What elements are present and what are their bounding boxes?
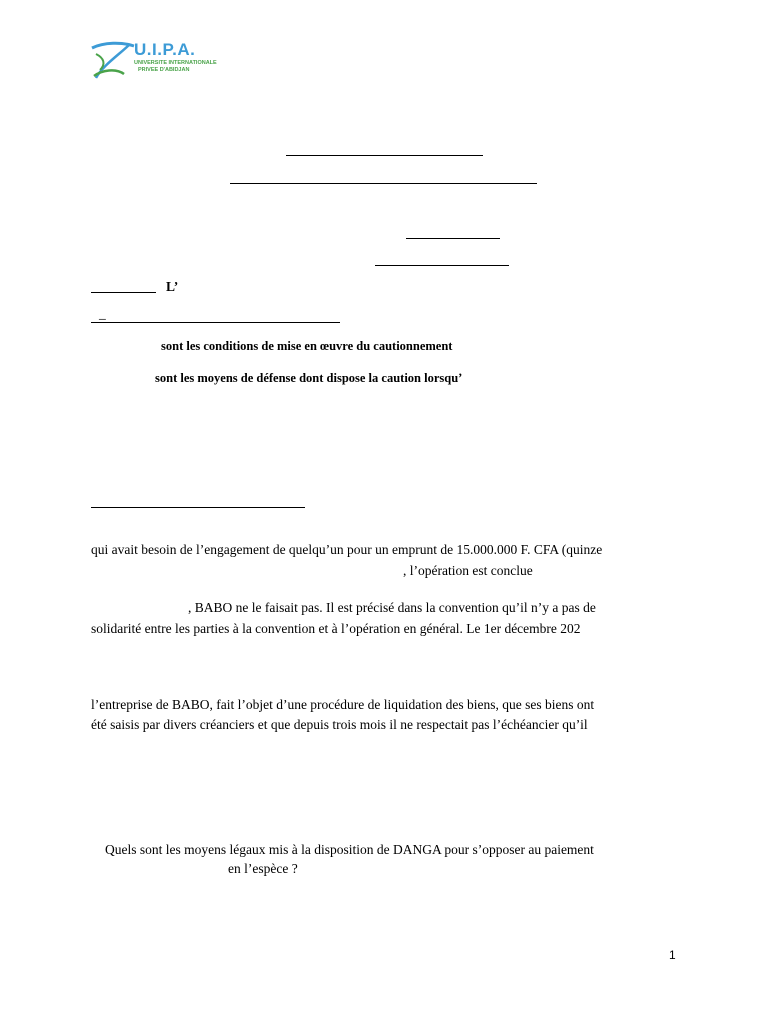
case-para-3-line-2: été saisis par divers créanciers et que depuis trois mois il ne respectait pas l’échéancier qu’il xyxy=(91,717,588,732)
dash-mark: _ xyxy=(99,306,106,321)
section-underline xyxy=(91,322,340,323)
case-para-2-line-1: , BABO ne le faisait pas. Il est précisé dans la convention qu’il n’y a pas de xyxy=(188,600,596,615)
case-heading-underline xyxy=(91,507,305,508)
final-question-line-1: Quels sont les moyens légaux mis à la disposition de DANGA pour s’opposer au paiement xyxy=(105,842,594,857)
logo-swoosh-icon xyxy=(90,40,136,82)
logo-line-2: PRIVEE D'ABIDJAN xyxy=(138,67,190,73)
title-underline xyxy=(286,155,483,156)
question-2: sont les moyens de défense dont dispose la caution lorsqu’ xyxy=(155,371,463,385)
logo-line-1: UNIVERSITE INTERNATIONALE xyxy=(134,60,217,66)
case-para-3-line-1: l’entreprise de BABO, fait l’objet d’une procédure de liquidation des biens, que ses biens ont xyxy=(91,697,595,712)
subtitle-underline xyxy=(230,183,537,184)
heading-underline-2 xyxy=(375,265,509,266)
exercise-label-underline xyxy=(91,292,156,293)
heading-underline-1 xyxy=(406,238,500,239)
logo-title: U.I.P.A. xyxy=(134,40,196,59)
question-1: sont les conditions de mise en œuvre du cautionnement xyxy=(161,339,453,353)
page-number: 1 xyxy=(669,948,676,962)
case-para-1-line-2: , l’opération est conclue xyxy=(403,563,533,578)
final-question-line-2: en l’espèce ? xyxy=(228,861,298,876)
case-para-2-line-2: solidarité entre les parties à la convention et à l’opération en général. Le 1er décembre 202 xyxy=(91,621,581,636)
exercise-label-l: L’ xyxy=(166,279,179,294)
case-para-1-line-1: qui avait besoin de l’engagement de quelqu’un pour un emprunt de 15.000.000 F. CFA (quinze xyxy=(91,542,603,557)
